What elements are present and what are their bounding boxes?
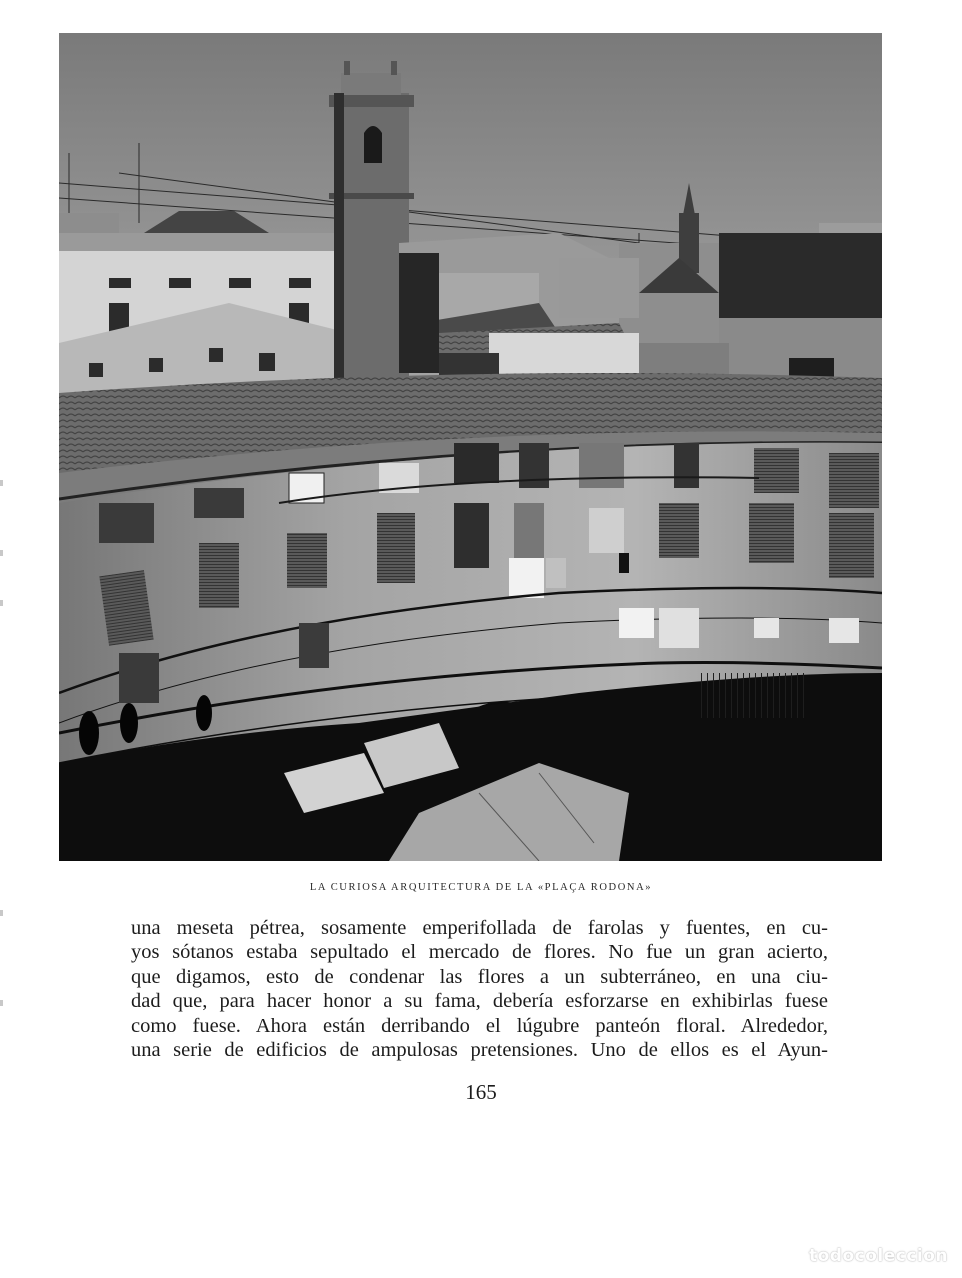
- scan-edge-marks: [0, 480, 6, 1040]
- text-line: que digamos, esto de condenar las flores a un subterráneo, en una ciu-: [131, 965, 828, 988]
- text-line: yos sótanos estaba sepultado el mercado de flores. No fue un gran acierto,: [131, 941, 828, 964]
- watermark-logo: todocoleccion: [808, 1246, 948, 1266]
- photo-illustration: [59, 33, 882, 861]
- photograph-placa-rodona: [59, 33, 882, 861]
- text-line: dad que, para hacer honor a su fama, debería esforzarse en exhibirlas fuese: [131, 990, 828, 1013]
- text-line: una meseta pétrea, sosamente emperifollada de farolas y fuentes, en cu-: [131, 917, 828, 939]
- page-number: 165: [465, 1080, 497, 1104]
- text-line: como fuese. Ahora están derribando el lúgubre panteón floral. Alrededor,: [131, 1014, 828, 1037]
- body-paragraph: [131, 916, 828, 1062]
- photo-caption: LA CURIOSA ARQUITECTURA DE LA «PLAÇA RODONA»: [309, 882, 653, 893]
- text-line: una serie de edificios de ampulosas pretensiones. Uno de ellos es el Ayun-: [131, 1038, 828, 1061]
